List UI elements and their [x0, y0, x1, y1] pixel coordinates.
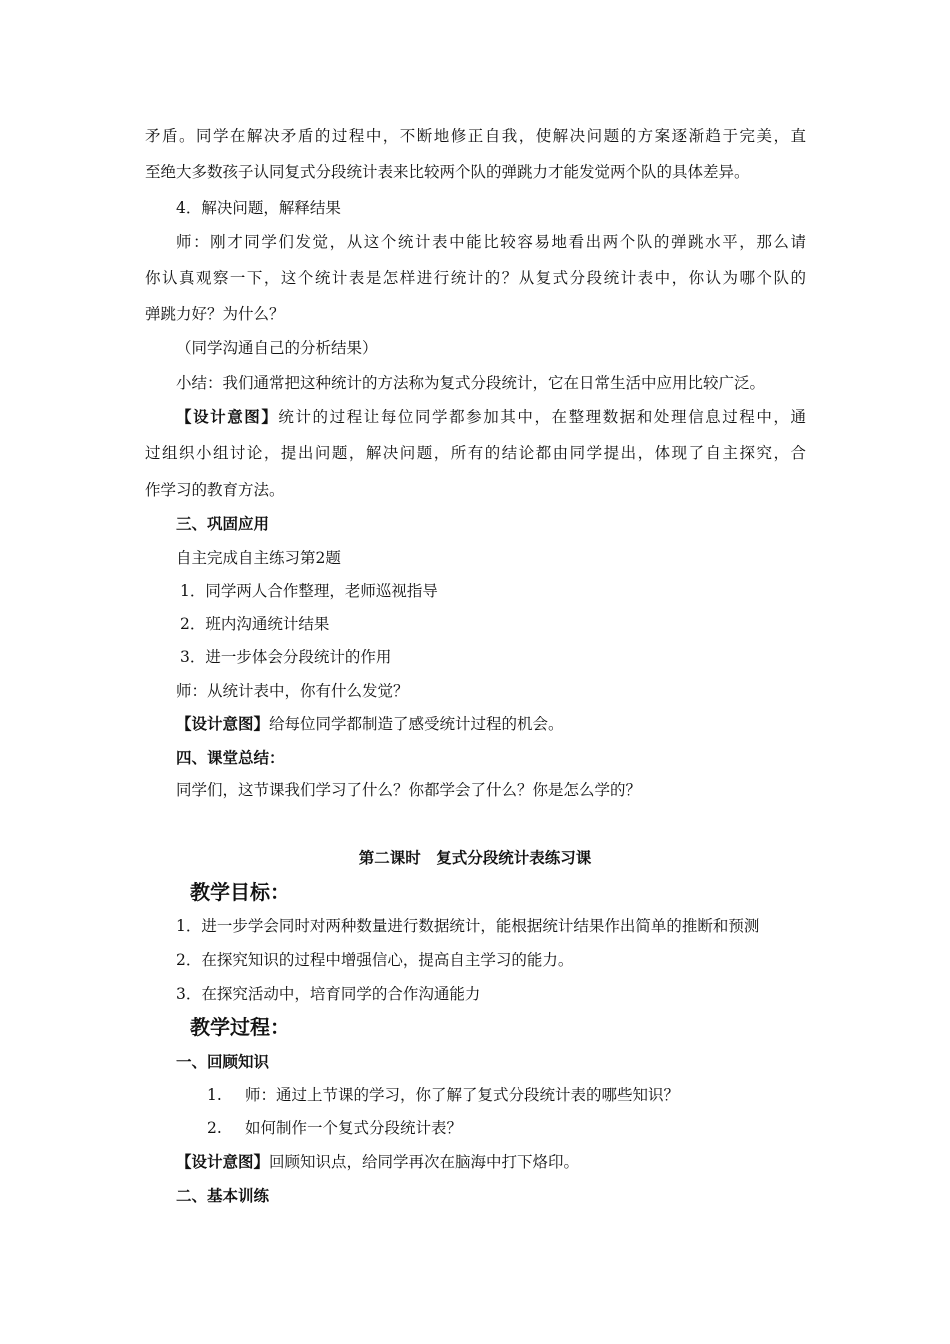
- list-item: 2．班内沟通统计结果: [180, 615, 330, 633]
- design-intent-text: 统计的过程让每位同学都参加其中，在整理数据和处理信息过程中，通: [278, 408, 806, 426]
- process-heading: 教学过程：: [190, 1015, 290, 1039]
- design-intent-label: 【设计意图】: [176, 714, 270, 733]
- design-intent-line: [176, 1152, 579, 1172]
- goals-heading: 教学目标：: [190, 880, 290, 904]
- section-heading: 二、基本训练: [176, 1186, 270, 1205]
- design-intent-text: 给每位同学都制造了感受统计过程的机会。: [269, 715, 564, 733]
- design-intent-text: 回顾知识点，给同学再次在脑海中打下烙印。: [269, 1153, 580, 1171]
- review-item-number: 1.: [207, 1086, 222, 1104]
- review-item-number: 2.: [207, 1119, 222, 1137]
- goal-item: 1．进一步学会同时对两种数量进行数据统计，能根据统计结果作出简单的推断和预测: [176, 917, 760, 935]
- paragraph-line: 至绝大多数孩子认同复式分段统计表来比较两个队的弹跳力才能发觉两个队的具体差异。: [145, 163, 750, 181]
- section-heading: 四、课堂总结：: [176, 748, 285, 767]
- review-item: [207, 1085, 679, 1105]
- section-heading: 三、巩固应用: [176, 514, 270, 533]
- goal-item: 2．在探究知识的过程中增强信心，提高自主学习的能力。: [176, 951, 574, 969]
- paragraph-line: 师：从统计表中，你有什么发觉？: [176, 682, 409, 700]
- paragraph-line: 过组织小组讨论，提出问题，解决问题，所有的结论都由同学提出，体现了自主探究，合: [145, 444, 806, 462]
- paragraph-line: 你认真观察一下，这个统计表是怎样进行统计的？从复式分段统计表中，你认为哪个队的: [145, 269, 806, 287]
- section-heading: 一、回顾知识: [176, 1052, 270, 1071]
- paragraph-line: （同学沟通自己的分析结果）: [176, 339, 378, 357]
- paragraph-line: 师：刚才同学们发觉，从这个统计表中能比较容易地看出两个队的弹跳水平，那么请: [176, 233, 806, 251]
- design-intent-line: [176, 714, 564, 734]
- list-item: 3．进一步体会分段统计的作用: [180, 648, 392, 666]
- paragraph-line: 同学们，这节课我们学习了什么？你都学会了什么？你是怎么学的？: [176, 781, 642, 799]
- design-intent-label: 【设计意图】: [176, 1152, 270, 1171]
- design-intent-line: [176, 407, 806, 427]
- lesson-title: 第二课时 复式分段统计表练习课: [358, 848, 592, 867]
- summary-line: 小结：我们通常把这种统计的方法称为复式分段统计，它在日常生活中应用比较广泛。: [176, 374, 766, 392]
- review-item-text: 师：通过上节课的学习，你了解了复式分段统计表的哪些知识？: [245, 1086, 680, 1104]
- paragraph-line: 作学习的教育方法。: [145, 481, 285, 499]
- paragraph-line: 弹跳力好？为什么？: [145, 305, 285, 323]
- step-heading: 4．解决问题，解释结果: [176, 199, 341, 217]
- design-intent-label: 【设计意图】: [176, 407, 279, 426]
- paragraph-line: 矛盾。同学在解决矛盾的过程中，不断地修正自我，使解决问题的方案逐渐趋于完美，直: [145, 127, 806, 145]
- paragraph-line: 自主完成自主练习第2题: [176, 549, 341, 567]
- list-item: 1．同学两人合作整理，老师巡视指导: [180, 582, 438, 600]
- review-item: [207, 1118, 462, 1138]
- review-item-text: 如何制作一个复式分段统计表？: [245, 1119, 463, 1137]
- goal-item: 3．在探究活动中，培育同学的合作沟通能力: [176, 985, 481, 1003]
